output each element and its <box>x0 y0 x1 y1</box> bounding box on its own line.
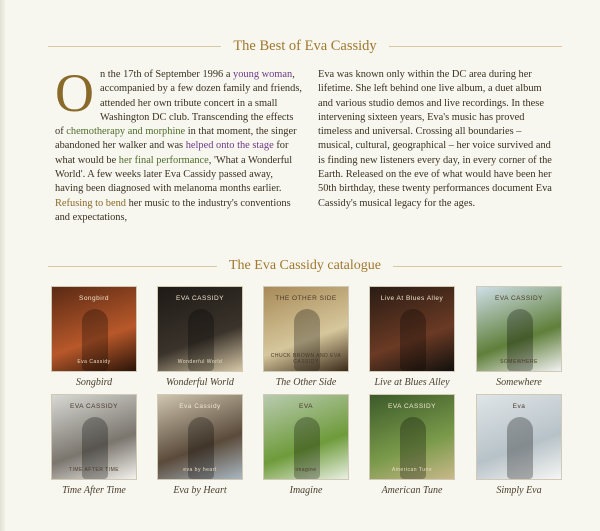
album-item[interactable] <box>370 395 454 496</box>
album-cover-title: EVA CASSIDY <box>175 295 224 302</box>
highlighted-phrase: Refusing to bend <box>55 197 126 209</box>
album-cover-subtitle: Wonderful World <box>177 359 223 365</box>
article-right-column <box>318 68 558 211</box>
album-caption: Simply Eva <box>496 485 542 496</box>
highlighted-phrase: young woman <box>233 69 293 80</box>
best-of-heading-row <box>48 38 562 55</box>
album-caption: Time After Time <box>62 485 126 496</box>
highlighted-phrase: helped onto the stage <box>185 140 274 152</box>
album-caption: Songbird <box>75 377 113 388</box>
album-cover-subtitle: eva by heart <box>183 467 217 473</box>
album-cover[interactable] <box>52 395 136 479</box>
album-item[interactable] <box>477 395 561 496</box>
text-run: , 'What a Wonderful World'. A few weeks later Eva Cassidy passed away, having been diagnosed with melanoma months earlier. <box>55 154 293 195</box>
heading-rule-right <box>393 266 562 267</box>
album-cover[interactable] <box>477 395 561 479</box>
album-cover-title: Eva Cassidy <box>179 403 221 410</box>
album-item[interactable] <box>264 287 348 388</box>
catalogue-title: The Eva Cassidy catalogue <box>229 258 382 273</box>
album-caption: Eva by Heart <box>173 485 227 496</box>
heading-rule-left <box>48 46 221 47</box>
highlighted-phrase: her final performance <box>118 154 209 166</box>
album-item[interactable] <box>264 395 348 496</box>
album-cover-title: EVA CASSIDY <box>69 403 118 410</box>
article-right-text: Eva was known only within the DC area during her lifetime. She left behind one live album, a duet album and various studio demos and live recordings. In these intervening sixteen years, Eva's music has proved timeless and universal. Crossing all boundaries – musical, cultural, geographical – her voice survived and is finding new listeners every day, in every corner of the Earth. Released on the eve of what would have been her 50th birthday, these twenty performances document Eva Cassidy's musical legacy for the ages. <box>318 69 552 209</box>
highlighted-phrase: chemotherapy and morphine <box>66 126 186 138</box>
album-cover-subtitle: TIME AFTER TIME <box>68 467 120 473</box>
album-cover[interactable] <box>370 287 454 371</box>
album-cover[interactable] <box>370 395 454 479</box>
album-item[interactable] <box>370 287 454 388</box>
article-left-column <box>55 63 303 225</box>
album-caption: American Tune <box>381 485 443 496</box>
heading-rule-left <box>48 266 217 267</box>
album-item[interactable] <box>158 395 242 496</box>
text-run: , accompanied by a few dozen family and friends, attended her own tribute concert in a small Washington DC club. Transcending the effects of <box>55 69 302 138</box>
album-cover-figure <box>507 417 533 479</box>
album-cover-figure <box>400 309 426 371</box>
album-cover-subtitle: SOMEWHERE <box>500 359 538 365</box>
album-cover[interactable] <box>264 287 348 371</box>
album-caption: Live at Blues Alley <box>374 377 450 388</box>
album-cover-title: EVA CASSIDY <box>387 403 436 410</box>
album-cover[interactable] <box>264 395 348 479</box>
album-cover-title: EVA CASSIDY <box>494 295 543 302</box>
album-cover[interactable] <box>158 395 242 479</box>
album-cover-subtitle: imagine <box>295 467 317 473</box>
album-cover-title: EVA <box>298 403 314 410</box>
album-caption: Somewhere <box>496 377 542 388</box>
text-run: for what would be <box>55 140 289 166</box>
album-caption: Wonderful World <box>166 377 234 388</box>
album-cover-subtitle: American Tune <box>391 467 433 473</box>
album-item[interactable] <box>52 395 136 496</box>
album-cover-subtitle: Eva Cassidy <box>77 359 111 365</box>
best-of-title: The Best of Eva Cassidy <box>233 38 377 54</box>
album-item[interactable] <box>158 287 242 388</box>
catalogue-heading-row <box>48 258 562 274</box>
album-item[interactable] <box>52 287 136 388</box>
album-cover-subtitle: CHUCK BROWN AND EVA CASSIDY <box>270 353 342 365</box>
heading-rule-right <box>389 46 562 47</box>
album-cover[interactable] <box>477 287 561 371</box>
album-cover[interactable] <box>52 287 136 371</box>
album-cover-title: Live At Blues Alley <box>380 295 444 302</box>
drop-cap: O <box>55 63 94 123</box>
album-item[interactable] <box>477 287 561 388</box>
album-cover-title: Songbird <box>78 295 110 302</box>
album-caption: The Other Side <box>275 377 337 388</box>
text-run: her music to the industry's conventions and expectations, <box>55 197 291 223</box>
text-run: n the 17th of September 1996 a <box>100 69 234 80</box>
album-cover-title: THE OTHER SIDE <box>275 295 337 302</box>
album-cover-title: Eva <box>512 403 526 410</box>
album-cover[interactable] <box>158 287 242 371</box>
album-caption: Imagine <box>289 485 323 496</box>
text-run: in that moment, the singer abandoned her walker and was <box>55 126 297 152</box>
